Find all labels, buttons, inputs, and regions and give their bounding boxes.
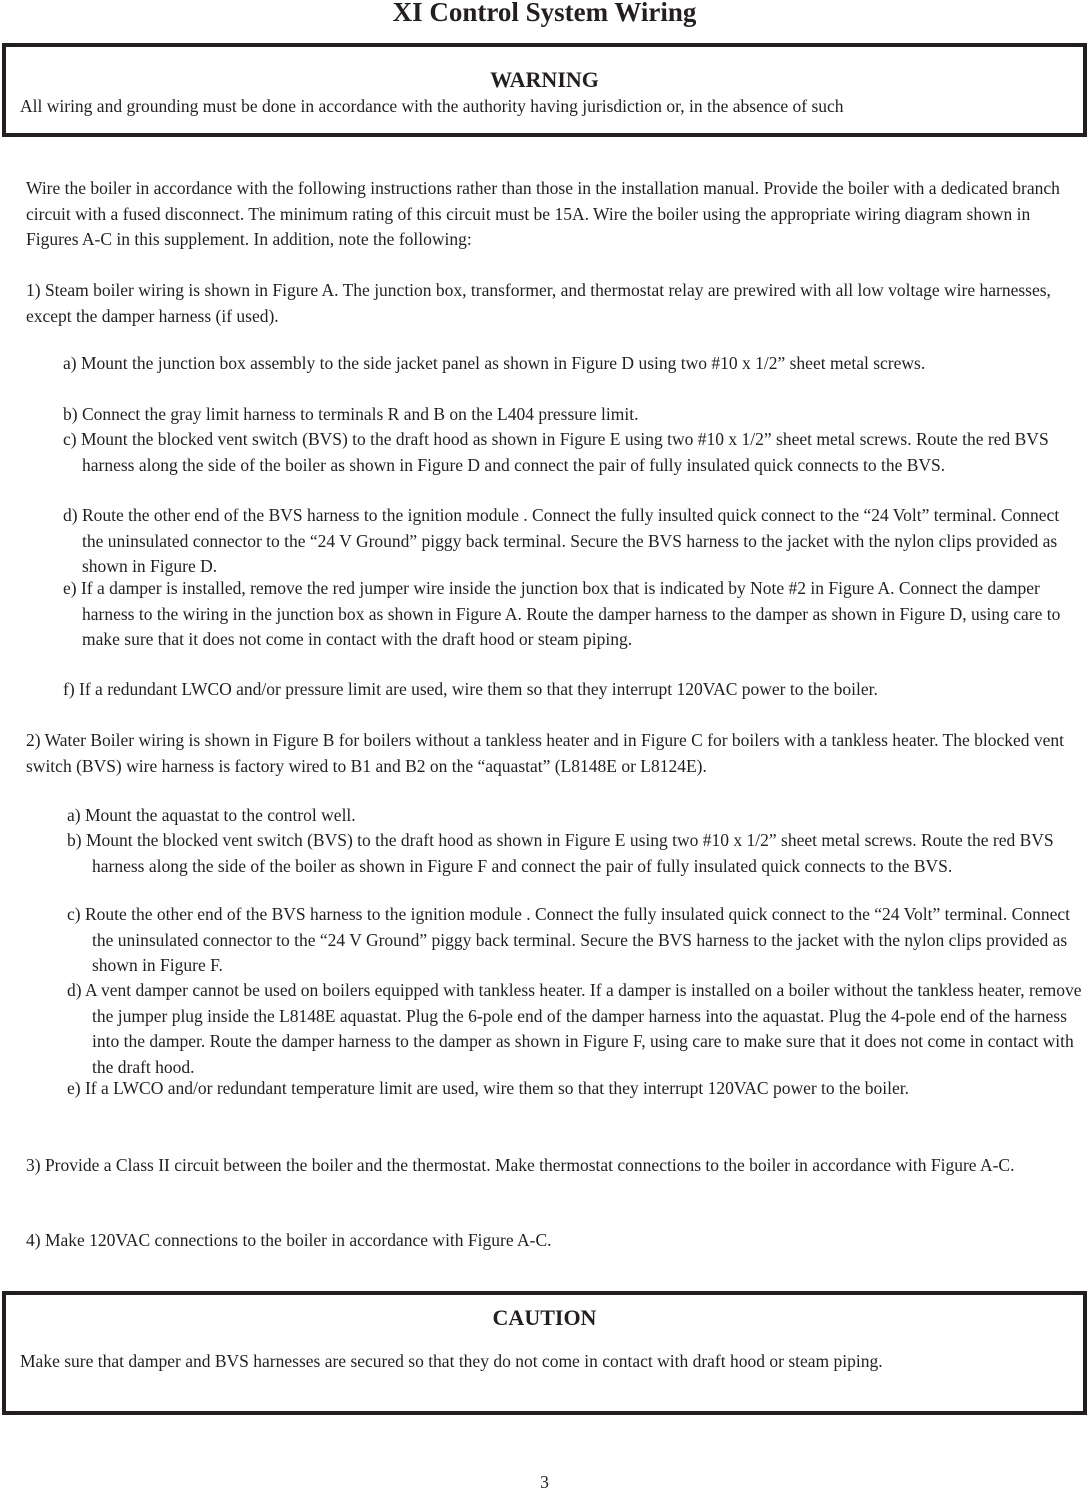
- page-number: 3: [540, 1472, 549, 1492]
- warning-heading: WARNING: [490, 67, 599, 92]
- section-4-paragraph: 4) Make 120VAC connections to the boiler in accordance with Figure A-C.: [26, 1230, 552, 1250]
- section-1-item-a: a) Mount the junction box assembly to the side jacket panel as shown in Figure D using two #10 x 1/2” sheet metal screws.: [63, 353, 926, 373]
- section-1-item-b: b) Connect the gray limit harness to terminals R and B on the L404 pressure limit.: [63, 404, 639, 424]
- section-2-item-e: e) If a LWCO and/or redundant temperature limit are used, wire them so that they interrupt 120VAC power to the boiler.: [67, 1078, 910, 1098]
- section-2-paragraph: 2) Water Boiler wiring is shown in Figure B for boilers without a tankless heater and in Figure C for boilers with a tankless heater. The blocked vent switch (BVS) wire harness is factory wired to B1 and B2 on the “aquastat” (L8148E or L8124E).: [26, 730, 1065, 776]
- section-2-item-d: d) A vent damper cannot be used on boilers equipped with tankless heater. If a damper is installed on a boiler without the tankless heater, remove the jumper plug inside the L8148E aquastat. Plug the 6-pole end of the damper harness into the aquastat. Plug the 4-pole end of the harness into the damper. Route the damper harness to the damper as shown in Figure F, using care to make sure that it does not come in contact with the draft hood.: [67, 980, 1082, 1077]
- section-2-item-c: c) Route the other end of the BVS harness to the ignition module . Connect the fully insulated quick connect to the “24 Volt” terminal. Connect the uninsulated connector to the “24 V Ground” piggy back terminal. Secure the BVS harness to the jacket with the nylon clips provided as shown in Figure F.: [67, 904, 1070, 975]
- section-1-item-f: f) If a redundant LWCO and/or pressure limit are used, wire them so that they interrupt 120VAC power to the boiler.: [63, 679, 878, 699]
- section-1-item-e: e) If a damper is installed, remove the red jumper wire inside the junction box that is indicated by Note #2 in Figure A. Connect the damper harness to the wiring in the junction box as shown in Figure A. Route the damper harness to the damper as shown in Figure D, using care to make sure that it does not come in contact with the draft hood or steam piping.: [63, 578, 1061, 649]
- section-2-item-b: b) Mount the blocked vent switch (BVS) to the draft hood as shown in Figure E using two #10 x 1/2” sheet metal screws. Route the red BVS harness along the side of the boiler as shown in Figure F and connect the pair of fully insulated quick connects to the BVS.: [67, 830, 1054, 876]
- warning-text: All wiring and grounding must be done in accordance with the authority having jurisdiction or, in the absence of such: [20, 96, 844, 116]
- section-1-item-d: d) Route the other end of the BVS harness to the ignition module . Connect the fully insulted quick connect to the “24 Volt” terminal. Connect the uninsulated connector to the “24 V Ground” piggy back terminal. Secure the BVS harness to the jacket with the nylon clips provided as shown in Figure D.: [63, 505, 1060, 576]
- section-1-item-c: c) Mount the blocked vent switch (BVS) to the draft hood as shown in Figure E using two #10 x 1/2” sheet metal screws. Route the red BVS harness along the side of the boiler as shown in Figure D and connect the pair of fully insulated quick connects to the BVS.: [63, 429, 1049, 475]
- section-1-paragraph: 1) Steam boiler wiring is shown in Figure A. The junction box, transformer, and thermostat relay are prewired with all low voltage wire harnesses, except the damper harness (if used).: [26, 280, 1051, 326]
- section-2-item-a: a) Mount the aquastat to the control well.: [67, 805, 356, 825]
- caution-box: [2, 1291, 1087, 1415]
- section-3-paragraph: 3) Provide a Class II circuit between the boiler and the thermostat. Make thermostat connections to the boiler in accordance with Figure A-C.: [26, 1155, 1015, 1175]
- caution-text: Make sure that damper and BVS harnesses are secured so that they do not come in contact with draft hood or steam piping.: [20, 1351, 883, 1371]
- caution-heading: CAUTION: [492, 1305, 597, 1330]
- page-title: XI Control System Wiring: [392, 0, 697, 27]
- intro-paragraph: Wire the boiler in accordance with the following instructions rather than those in the installation manual. Provide the boiler with a dedicated branch circuit with a fused disconnect. The minimum rating of this circuit must be 15A. Wire the boiler using the appropriate wiring diagram shown in Figures A-C in this supplement. In addition, note the following:: [26, 178, 1060, 249]
